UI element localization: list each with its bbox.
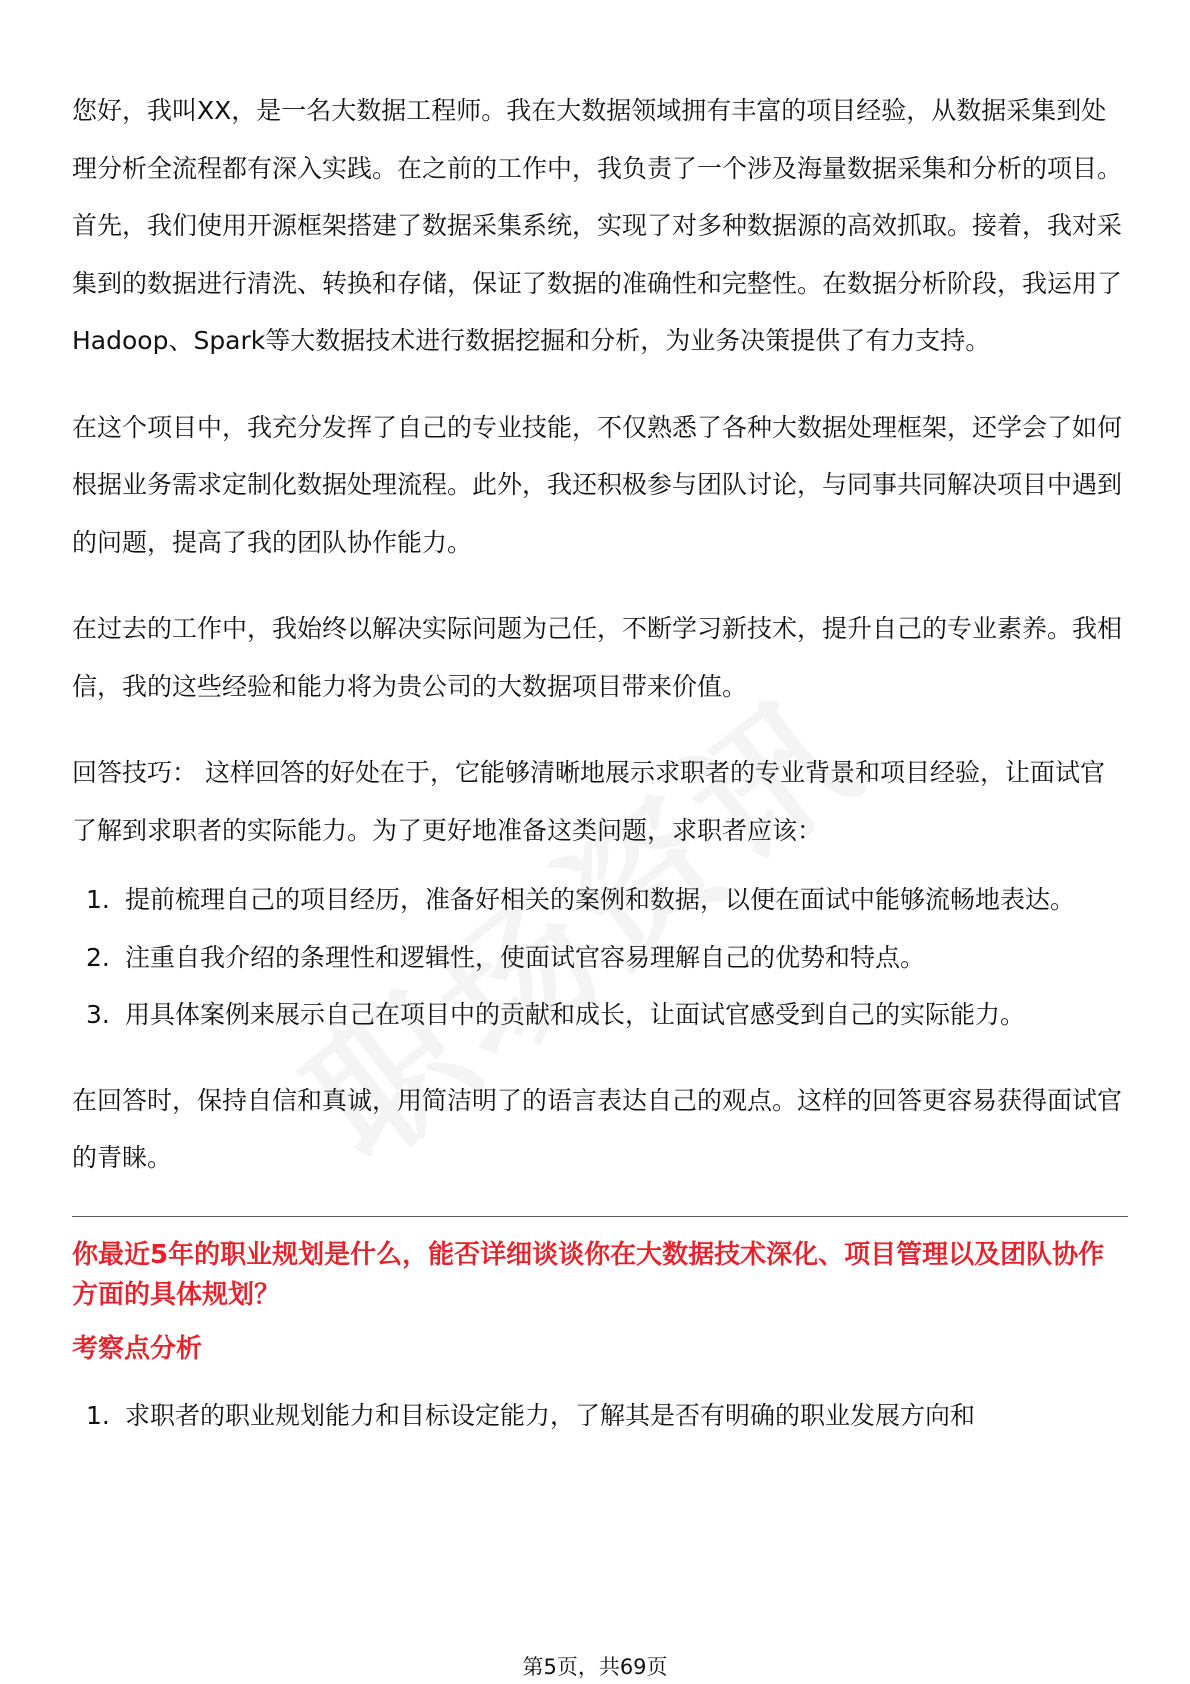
list-item-text: 注重自我介绍的条理性和逻辑性，使面试官容易理解自己的优势和特点。	[125, 942, 926, 972]
list-item	[72, 871, 1128, 929]
tips-intro: 回答技巧： 这样回答的好处在于，它能够清晰地展示求职者的专业背景和项目经验，让面试官了解到求职者的实际能力。为了更好地准备这类问题，求职者应该：	[72, 758, 1105, 845]
answer-paragraph-3: 在过去的工作中，我始终以解决实际问题为己任，不断学习新技术，提升自己的专业素养。我相信，我的这些经验和能力将为贵公司的大数据项目带来价值。	[72, 614, 1123, 701]
answer-paragraph-1: 您好，我叫XX，是一名大数据工程师。我在大数据领域拥有丰富的项目经验，从数据采集到处理分析全流程都有深入实践。在之前的工作中，我负责了一个涉及海量数据采集和分析的项目。首先，我们使用开源框架搭建了数据采集系统，实现了对多种数据源的高效抓取。接着，我对采集到的数据进行清洗、转换和存储，保证了数据的准确性和完整性。在数据分析阶段，我运用了Hadoop、Spark等大数据技术进行数据挖掘和分析，为业务决策提供了有力支持。	[72, 96, 1123, 355]
list-item	[72, 1387, 1128, 1445]
page-number: 第5页，共69页	[522, 1655, 668, 1679]
answer-content	[72, 82, 1128, 1472]
question-title: 你最近5年的职业规划是什么，能否详细谈谈你在大数据技术深化、项目管理以及团队协作方面的具体规划？	[72, 1239, 1105, 1310]
list-item-number: 2.	[86, 942, 110, 972]
list-item-text: 提前梳理自己的项目经历，准备好相关的案例和数据，以便在面试中能够流畅地表达。	[125, 885, 1076, 914]
list-item-number: 1.	[86, 885, 110, 914]
list-item	[72, 986, 1128, 1044]
analysis-list	[72, 1387, 1128, 1445]
section-heading: 考察点分析	[72, 1333, 203, 1364]
list-item-text: 用具体案例来展示自己在项目中的贡献和成长，让面试官感受到自己的实际能力。	[125, 1000, 1026, 1029]
list-item-number: 1.	[86, 1400, 110, 1430]
list-item	[72, 929, 1128, 987]
section-divider	[72, 1216, 1128, 1217]
answer-paragraph-2: 在这个项目中，我充分发挥了自己的专业技能，不仅熟悉了各种大数据处理框架，还学会了如何根据业务需求定制化数据处理流程。此外，我还积极参与团队讨论，与同事共同解决项目中遇到的问题，提高了我的团队协作能力。	[72, 412, 1123, 557]
list-item-number: 3.	[86, 1000, 110, 1029]
page-footer	[0, 1650, 1190, 1684]
list-item-text: 求职者的职业规划能力和目标设定能力，了解其是否有明确的职业发展方向和	[125, 1400, 976, 1430]
tips-list	[72, 871, 1128, 1044]
closing-paragraph: 在回答时，保持自信和真诚，用简洁明了的语言表达自己的观点。这样的回答更容易获得面试官的青睐。	[72, 1085, 1123, 1172]
